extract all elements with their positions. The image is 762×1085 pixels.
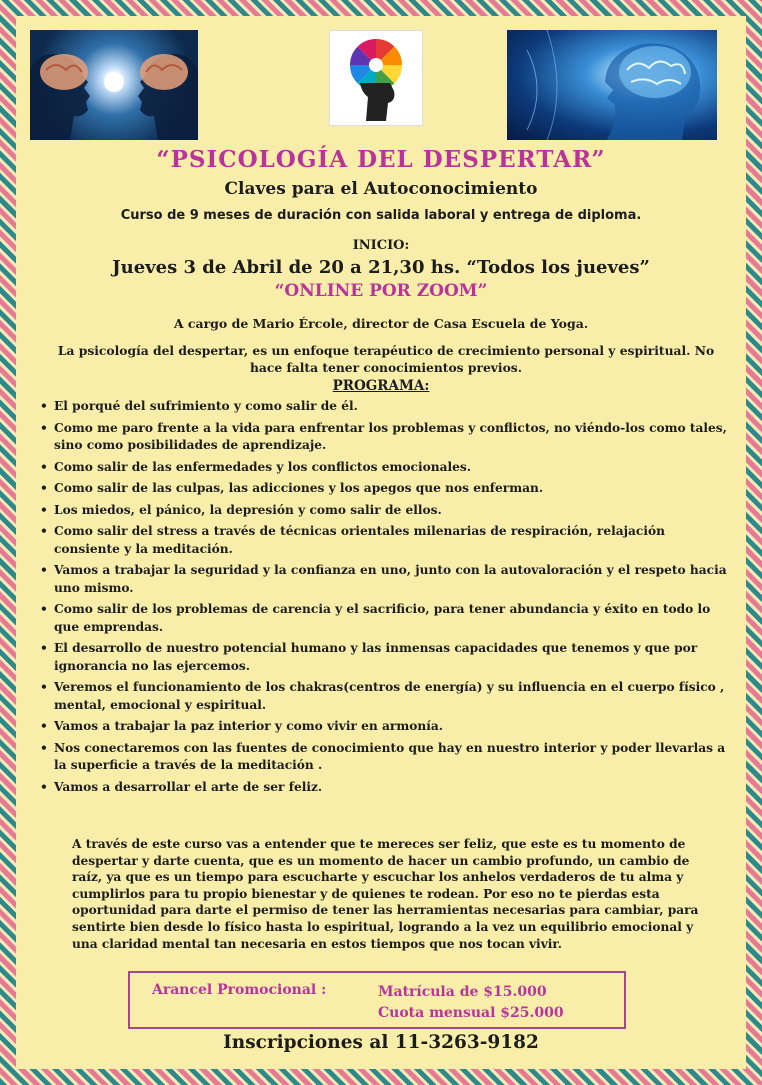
fee-label: Arancel Promocional : — [152, 982, 327, 998]
start-label: INICIO: — [352, 238, 410, 253]
list-item: • Los miedos, el pánico, la depresión y como salir de ellos. — [40, 502, 730, 520]
fee-box — [128, 971, 626, 1029]
list-item: • Como salir de los problemas de carencia y el sacrificio, para tener abundancia y éxito en todo lo que emprendas. — [40, 601, 730, 636]
colorful-head-image — [329, 30, 423, 126]
monthly-fee: Cuota mensual $25.000 — [378, 1005, 564, 1021]
program-list — [40, 398, 730, 800]
list-item: • Vamos a desarrollar el arte de ser feliz. — [40, 779, 730, 797]
program-title: PROGRAMA: — [332, 378, 430, 394]
list-item: • Como salir de las enfermedades y los conflictos emocionales. — [40, 459, 730, 477]
list-item: • El porqué del sufrimiento y como salir de él. — [40, 398, 730, 416]
list-item: • Como salir de las culpas, las adicciones y los apegos que nos enferman. — [40, 480, 730, 498]
schedule-text: Jueves 3 de Abril de 20 a 21,30 hs. “Todos los jueves” — [112, 257, 650, 278]
course-subtitle: Claves para el Autoconocimiento — [224, 179, 538, 199]
list-item: • Como salir del stress a través de técnicas orientales milenarias de respiración, relajación consiente y la meditación. — [40, 523, 730, 558]
instructor-text: A cargo de Mario Ércole, director de Casa Escuela de Yoga. — [173, 316, 589, 331]
modality-text: “ONLINE POR ZOOM” — [274, 281, 488, 301]
list-item: • Vamos a trabajar la paz interior y como vivir en armonía. — [40, 718, 730, 736]
list-item: • Veremos el funcionamiento de los chakras(centros de energía) y su influencia en el cuerpo físico , mental, emocional y espiritual. — [40, 679, 730, 714]
list-item: • El desarrollo de nuestro potencial humano y las inmensas capacidades que tenemos y que por ignorancia no las ejercemos. — [40, 640, 730, 675]
glowing-brain-image — [507, 30, 717, 140]
intro-paragraph: La psicología del despertar, es un enfoque terapéutico de crecimiento personal y espiritual. No hace falta tener conocimientos previos. — [57, 343, 715, 375]
list-item: • Nos conectaremos con las fuentes de conocimiento que hay en nuestro interior y poder llevarlas a la superficie a través de la meditación . — [40, 740, 730, 775]
contact-phone: Inscripciones al 11-3263-9182 — [223, 1032, 539, 1053]
closing-paragraph: A través de este curso vas a entender que te mereces ser feliz, que este es tu momento de despertar y darte cuenta, que es un momento de hacer un cambio profundo, un cambio de raíz, ya que es un tiempo para escucharte y escuchar los anhelos verdaderos de tu alma y cumplirlos para tu propio bienestar y de quienes te rodean. Por eso no te pierdas esta oportunidad para darte el permiso de tener las herramientas necesarias para cambiar, para sentirte bien desde lo físico hasta lo espiritual, logrando a la vez un equilibrio emocional y una claridad mental tan necesaria en estos tiempos que nos tocan vivir. — [72, 837, 699, 951]
enrollment-fee: Matrícula de $15.000 — [378, 984, 547, 1000]
course-title: “PSICOLOGÍA DEL DESPERTAR” — [156, 146, 606, 173]
colorful-head-icon — [330, 31, 422, 125]
flyer — [16, 16, 746, 1069]
glowing-brain-icon — [507, 30, 717, 140]
course-description: Curso de 9 meses de duración con salida laboral y entrega de diploma. — [120, 208, 642, 223]
list-item: • Como me paro frente a la vida para enfrentar los problemas y conflictos, no viéndo-los como tales, sino como posibilidades de aprendizaje. — [40, 420, 730, 455]
brain-profiles-icon — [30, 30, 198, 140]
list-item: • Vamos a trabajar la seguridad y la confianza en uno, junto con la autovaloración y el respeto hacia uno mismo. — [40, 562, 730, 597]
brain-profiles-image — [30, 30, 198, 140]
